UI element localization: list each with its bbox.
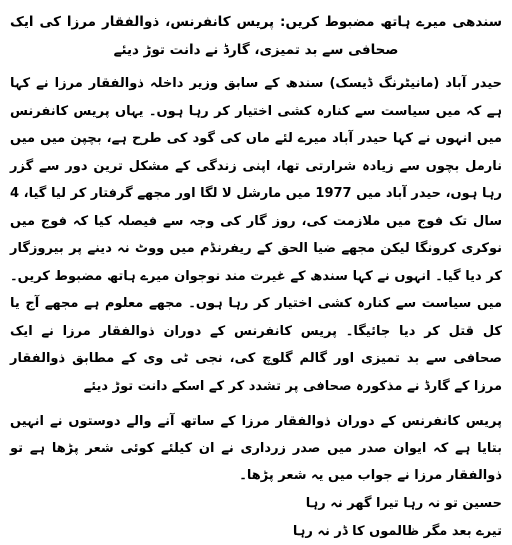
article-body-paragraph: حیدر آباد (مانیٹرنگ ڈیسک) سندھ کے سابق وزیر داخلہ ذوالفقار مرزا نے کہا ہے کہ میں سیاست سے کنارہ کشی اختیار کر رہا ہوں۔ یہاں پریس کانفرنس میں انہوں نے کہا حیدر آباد میرے لئے ماں کی گود کی طرح ہے، بچپن میں میں نارمل بچوں سے زیادہ شرارتی تھا، اپنی زندگی کے مشکل ترین دور سے گزر رہا ہوں، حیدر آباد میں 1977 میں مارشل لا لگا اور مجھے گرفتار کر لیا گیا، 4 سال تک فوج میں ملازمت کی، روز گار کی وجہ سے فیصلہ کیا کہ فوج میں نوکری کرونگا لیکن مجھے ضیا الحق کے ریفرنڈم میں ووٹ نہ دینے پر بیروزگار کر دیا گیا۔ انہوں نے کہا سندھ کے غیرت مند نوجوان میرے ہاتھ مضبوط کریں۔ میں سیاست سے کنارہ کشی اختیار کر رہا ہوں۔ مجھے معلوم ہے مجھے آج یا کل قتل کر دیا جائیگا۔ پریس کانفرنس کے دوران ذوالفقار مرزا نے ایک صحافی سے بد تمیزی اور گالم گلوچ کی، نجی ٹی وی کے مطابق ذوالفقار مرزا کے گارڈ نے مذکورہ صحافی پر تشدد کر کے اسکے دانت توڑ دیئے bbox=[10, 76, 503, 394]
article-headline: سندھی میرے ہاتھ مضبوط کریں: پریس کانفرنس، ذوالفقار مرزا کی ایک صحافی سے بد تمیزی، گارڈ نے دانت توڑ دیئے bbox=[10, 14, 502, 58]
article-second-paragraph: پریس کانفرنس کے دوران ذوالفقار مرزا کے ساتھ آنے والے دوستوں نے انہیں بتایا ہے کہ ایوان صدر میں صدر زرداری نے ان کیلئے کوئی شعر پڑھا ہے تو ذوالفقار مرزا نے جواب میں یہ شعر پڑھا۔ bbox=[10, 414, 502, 483]
verse-line-2: تیرے بعد مگر ظالموں کا ڈر نہ رہا bbox=[292, 524, 502, 539]
verse-line-1: حسین تو نہ رہا تیرا گھر نہ رہا bbox=[305, 496, 502, 511]
